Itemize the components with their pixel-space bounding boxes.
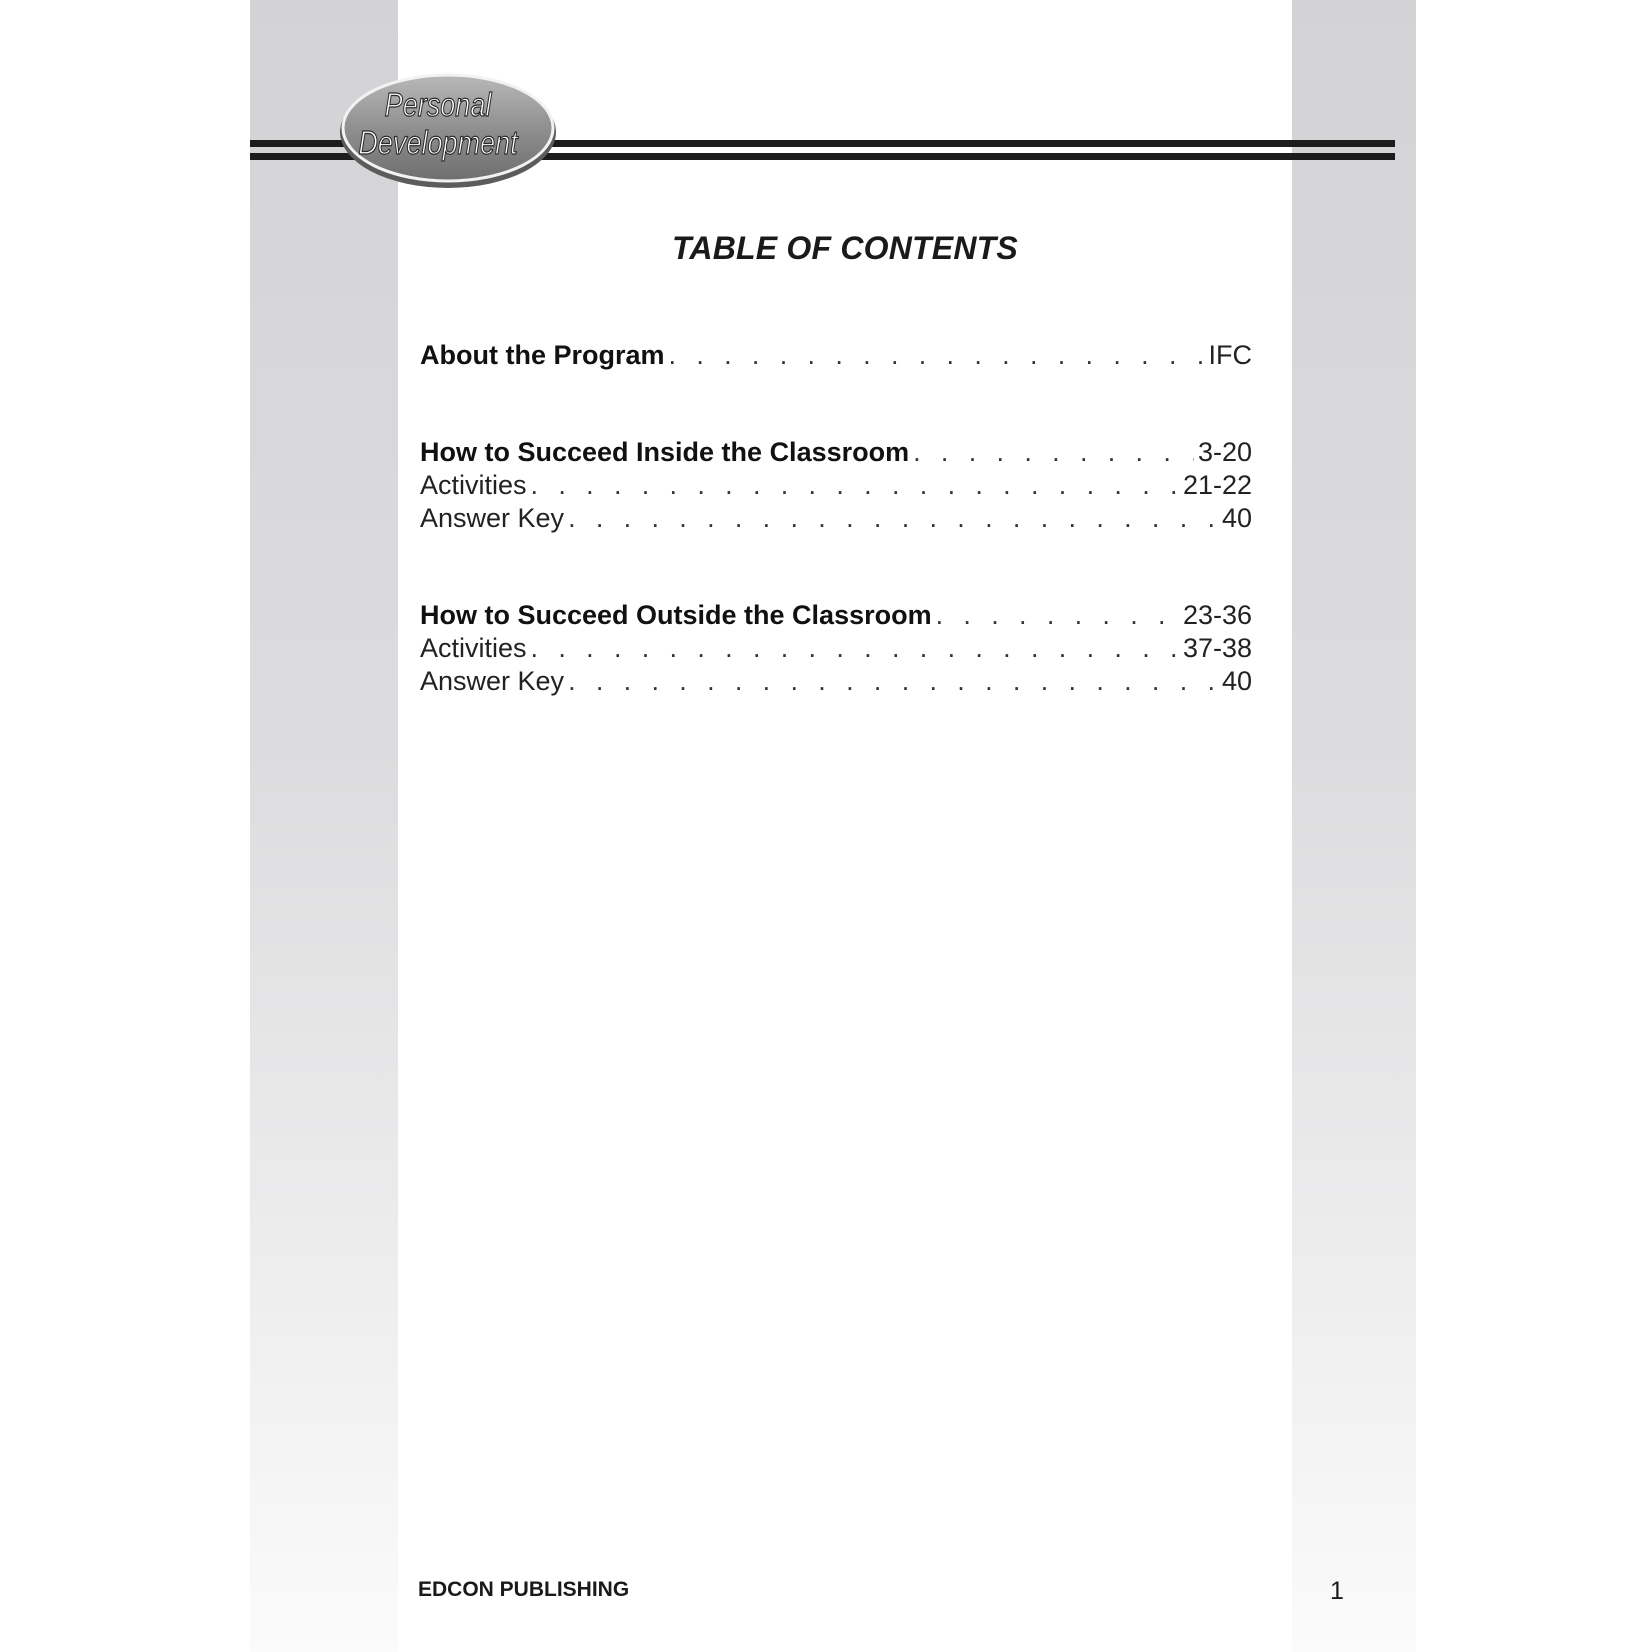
- toc-entry: [420, 470, 1252, 503]
- toc-entry-page: IFC: [1208, 340, 1252, 370]
- toc-entry-label: How to Succeed Outside the Classroom: [420, 600, 932, 630]
- page-number: 1: [1330, 1577, 1344, 1605]
- toc-entry: [420, 503, 1252, 536]
- toc-entry-label: Answer Key: [420, 666, 565, 696]
- dot-leader: [913, 437, 1194, 468]
- dot-leader: [669, 340, 1205, 371]
- series-badge-graphic: [338, 70, 558, 190]
- toc-entry-page: 21-22: [1182, 470, 1252, 500]
- toc-entry-label: Answer Key: [420, 503, 565, 533]
- toc-entry-page: 3-20: [1197, 437, 1252, 467]
- badge-line1: Personal: [384, 87, 492, 124]
- dot-leader: [568, 503, 1218, 534]
- series-badge: [338, 70, 558, 190]
- toc-entry: [420, 666, 1252, 699]
- badge-line2: Development: [358, 125, 518, 162]
- toc-entry-page: 23-36: [1182, 600, 1252, 630]
- dot-leader: [531, 633, 1179, 664]
- toc-group: [420, 340, 1252, 373]
- toc-section-heading: [420, 600, 1252, 633]
- page-title: TABLE OF CONTENTS: [672, 230, 1018, 266]
- toc-entry-label: How to Succeed Inside the Classroom: [420, 437, 910, 467]
- toc-entry: [420, 633, 1252, 666]
- right-side-band: [1292, 0, 1416, 1652]
- toc-section-heading: [420, 340, 1252, 373]
- toc-group: [420, 437, 1252, 536]
- publisher-name: EDCON PUBLISHING: [418, 1578, 630, 1601]
- dot-leader: [568, 666, 1218, 697]
- dot-leader: [936, 600, 1179, 631]
- toc-entry-page: 40: [1221, 666, 1252, 696]
- left-side-band: [250, 0, 398, 1652]
- toc-entry-label: Activities: [420, 470, 527, 500]
- table-of-contents: [420, 340, 1252, 763]
- toc-entry-page: 37-38: [1182, 633, 1252, 663]
- toc-entry-label: Activities: [420, 633, 527, 663]
- toc-entry-page: 40: [1221, 503, 1252, 533]
- toc-entry-label: About the Program: [420, 340, 665, 370]
- dot-leader: [531, 470, 1179, 501]
- toc-group: [420, 600, 1252, 699]
- toc-section-heading: [420, 437, 1252, 470]
